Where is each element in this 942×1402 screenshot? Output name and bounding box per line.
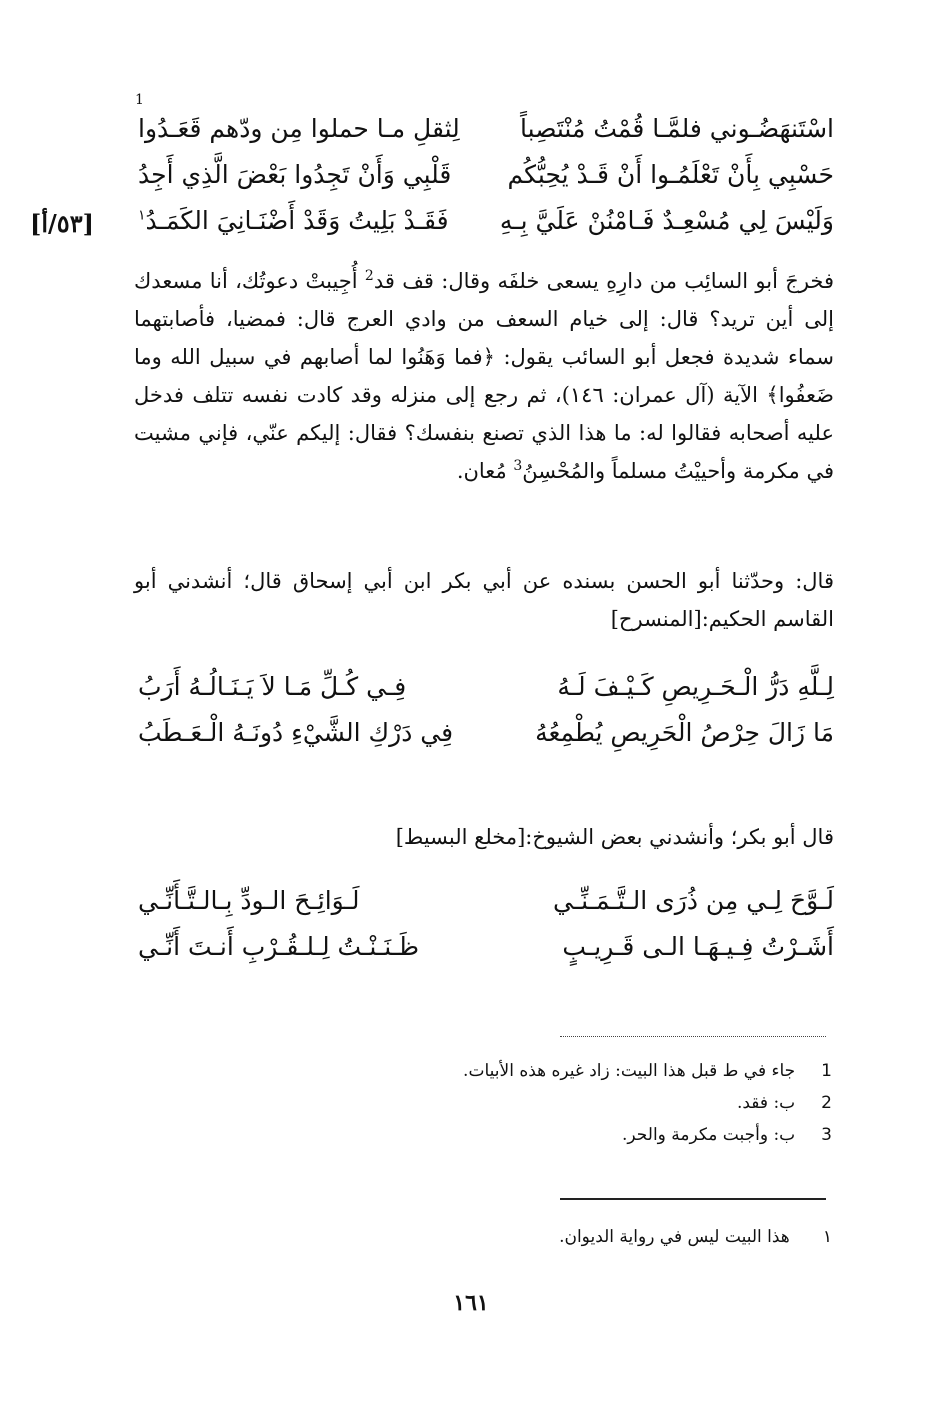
footnote-text: هذا البيت ليس في رواية الديوان. bbox=[559, 1227, 790, 1247]
prose-text: مُعان. bbox=[456, 459, 514, 483]
prose-text: أُجِيبتْ دعوتُك، أنا مسعدك إلى أين تريد؟ قال: إلى خيام السعف من وادي العرج قال: فمضيا، فأصابتهما سماء شديدة فجعل أبو السائب يقول: ﴿فما وَهَنُوا لما أصابهم في سبيل الله وما ضَعفُوا﴾ الآية (آل عمران: ١٤٦)، ثم رجع إلى منزله وقد كادت نفسه تتلف فدخل عليه أصحابه فقالوا له: ما هذا الذي تصنع بنفسك؟ فقال: إليكم عنّي، فإني مشيت في مكرمة وأحييْتُ مسلماً والمُحْسِنُ bbox=[134, 269, 834, 483]
verse-hemistich-left: لَـوَائِـحَ الـودِّ بِـالـتَّـأَنِّـي bbox=[138, 886, 360, 915]
verse-line-7 bbox=[138, 924, 834, 970]
meter-label: [مخلع البسيط] bbox=[395, 825, 526, 849]
footnote-number: 3 bbox=[821, 1125, 832, 1145]
verse-hemistich-right: حَسْبِي بِأَنْ تَعْلَمُـوا أَنْ قَـدْ يُحِبُّكُم bbox=[507, 160, 834, 189]
verse-hemistich-right: اسْتَنهَضُـوني فلمَّـا قُمْتُ مُنْتَصِباً bbox=[520, 114, 834, 143]
footnote-text: ب: وأجبت مكرمة والحر. bbox=[622, 1125, 796, 1145]
meter-label: [المنسرح] bbox=[610, 607, 702, 631]
verse-line-5 bbox=[138, 710, 834, 756]
footnote-text: ب: فقد. bbox=[736, 1093, 796, 1113]
verse-line-2 bbox=[138, 152, 834, 198]
verse-hemistich-left: فِـي كُـلِّ مَـا لاَ يَـنَـالُـهُ أَرَبُ bbox=[138, 672, 407, 701]
verse-footnote-marker: 1 bbox=[135, 92, 144, 108]
footnote-ref-2: 2 bbox=[364, 268, 374, 284]
footnote-separator-solid bbox=[560, 1198, 826, 1200]
prose-text: فخرجَ أبو السائِب من دارِهِ يسعى خلفَه وقال: قف قد bbox=[373, 269, 835, 293]
verse-hemistich-right: وَلَيْسَ لِي مُسْعِـدٌ فَـامْنُنْ عَلَيَّ بِـهِ bbox=[499, 206, 834, 235]
footnote-3 bbox=[132, 1120, 832, 1150]
verse-hemistich-left: فِي دَرْكِ الشَّيْءِ دُونَـهُ الْـعَـطَبُ bbox=[138, 718, 454, 747]
verse-hemistich-right: لِـلَّهِ دَرُّ الْـحَـرِيصِ كَـيْـفَ لَـهُ bbox=[557, 672, 834, 701]
folio-marker: [٥٣/أ] bbox=[30, 209, 94, 238]
footnote-1 bbox=[132, 1056, 832, 1086]
verse-hemistich-right: لَـوَّحَ لِـي مِن ذُرَى الـتَّـمَـنِّـي bbox=[553, 886, 834, 915]
page-number: ١٦١ bbox=[453, 1290, 489, 1316]
verse-line-4 bbox=[138, 664, 834, 710]
footnote-separator-dotted bbox=[560, 1036, 826, 1037]
footnote-text: جاء في ط قبل هذا البيت: زاد غيره هذه الأبيات. bbox=[463, 1061, 796, 1081]
verse-hemistich-left: ظَـنَـنْـتُ لِـلـقُـرْبِ أَنـتَ أَنِّـي bbox=[138, 932, 420, 961]
prose-text: قال: وحدّثنا أبو الحسن بسنده عن أبي بكر ابن أبي إسحاق قال؛ أنشدني أبو القاسم الحكيم: bbox=[134, 569, 834, 631]
footnote-original-1 bbox=[132, 1222, 832, 1252]
prose-paragraph-1 bbox=[134, 262, 834, 490]
footnote-2 bbox=[132, 1088, 832, 1118]
verse-hemistich-left-text: فَقَـدْ بَلِيتُ وَقَدْ أَضْنَـانِيَ الكَمَـدُ bbox=[145, 206, 449, 235]
prose-paragraph-3 bbox=[134, 818, 834, 856]
prose-paragraph-2 bbox=[134, 562, 834, 638]
verse-hemistich-right: أَشَـرْتُ فِـيـهَـا الـى قَـرِيـبٍ bbox=[562, 932, 834, 961]
verse-line-1 bbox=[138, 106, 834, 152]
verse-hemistich-left: لِثقلِ مـا حملوا مِن ودّهم قَعَـدُوا bbox=[138, 114, 460, 143]
footnote-number: ١ bbox=[822, 1227, 832, 1247]
footnote-number: 2 bbox=[821, 1093, 832, 1113]
verse-hemistich-left bbox=[138, 198, 468, 244]
prose-text: قال أبو بكر؛ وأنشدني بعض الشيوخ: bbox=[525, 825, 834, 849]
verse-hemistich-right: مَا زَالَ حِرْصُ الْحَرِيصِ يُطْمِعُهُ bbox=[535, 718, 834, 747]
verse-footnote-marker-arabic: ١ bbox=[138, 207, 146, 224]
verse-line-6 bbox=[138, 878, 834, 924]
footnote-number: 1 bbox=[821, 1061, 832, 1081]
verse-hemistich-left: قَلْبِي وَأَنْ تَجِدُوا بَعْضَ الَّذِي أَجِدُ bbox=[138, 160, 452, 189]
footnote-ref-3: 3 bbox=[513, 458, 523, 474]
verse-line-3 bbox=[138, 198, 834, 244]
